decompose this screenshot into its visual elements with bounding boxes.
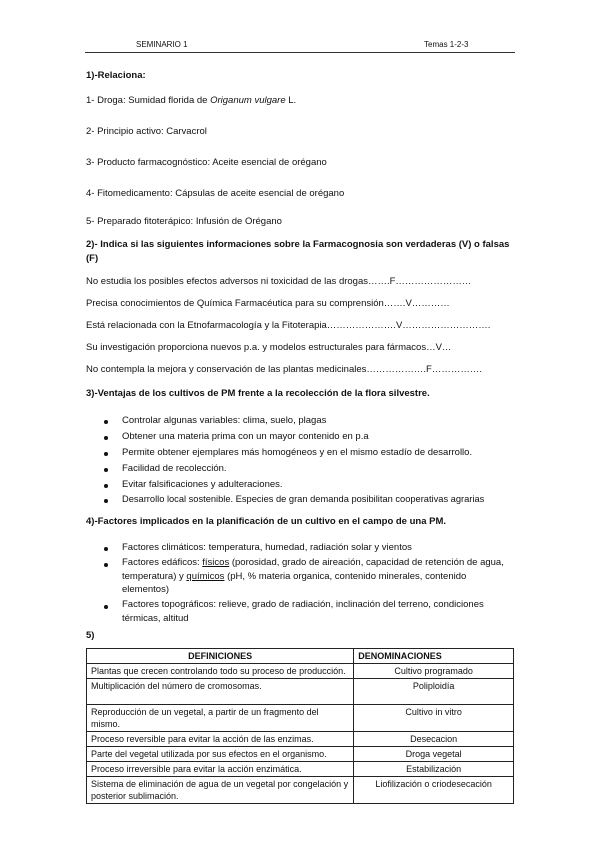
table-row <box>87 777 514 804</box>
denomination-cell: Liofilización o criodesecación <box>354 777 514 804</box>
table-row <box>87 664 514 679</box>
header-right: Temas 1-2-3 <box>424 40 469 49</box>
definitions-table <box>86 648 514 804</box>
s1-item-5: 5- Preparado fitoterápico: Infusión de Orégano <box>86 216 282 227</box>
table-header-row <box>87 649 514 664</box>
s3-item-6: Desarrollo local sostenible. Especies de gran demanda posibilitan cooperativas agrarias <box>122 494 485 504</box>
denomination-cell: Cultivo in vitro <box>354 705 514 732</box>
s1-item-1-species: Origanum vulgare <box>210 95 286 106</box>
s4-item-2-fisicos: físicos <box>202 557 230 568</box>
s1-title: 1)-Relaciona: <box>86 70 146 81</box>
s3-item-2: Obtener una materia prima con un mayor contenido en p.a <box>122 431 369 442</box>
s3-item-1: Controlar algunas variables: clima, suelo, plagas <box>122 415 327 426</box>
denomination-cell: Desecacion <box>354 732 514 747</box>
table-row <box>87 679 514 705</box>
definition-cell: Plantas que crecen controlando todo su proceso de producción. <box>87 664 354 679</box>
s1-item-1 <box>86 95 296 106</box>
bullet-icon <box>104 499 108 503</box>
definition-cell: Proceso irreversible para evitar la acción enzimática. <box>87 762 354 777</box>
denomination-cell: Estabilización <box>354 762 514 777</box>
s1-item-1-pre: 1- Droga: Sumidad florida de <box>86 95 211 106</box>
bullet-icon <box>104 605 108 609</box>
s4-title: 4)-Factores implicados en la planificación de un cultivo en el campo de una PM. <box>86 516 447 527</box>
definition-cell: Reproducción de un vegetal, a partir de un fragmento del mismo. <box>87 705 354 732</box>
s2-line-5: No contempla la mejora y conservación de las plantas medicinales……………….F……………. <box>86 364 482 375</box>
s1-item-3: 3- Producto farmacognóstico: Aceite esencial de orégano <box>86 157 327 168</box>
s5-title: 5) <box>86 630 95 641</box>
header-left: SEMINARIO 1 <box>136 40 188 49</box>
bullet-icon <box>104 563 108 567</box>
bullet-icon <box>104 420 108 424</box>
s2-line-1: No estudia los posibles efectos adversos ni toxicidad de las drogas…….F…………………… <box>86 276 472 287</box>
bullet-icon <box>104 547 108 551</box>
definition-cell: Proceso reversible para evitar la acción de las enzimas. <box>87 732 354 747</box>
table-row <box>87 705 514 732</box>
table-row <box>87 762 514 777</box>
definition-cell: Parte del vegetal utilizada por sus efectos en el organismo. <box>87 747 354 762</box>
denomination-cell: Poliploidía <box>354 679 514 705</box>
s2-line-3: Está relacionada con la Etnofarmacología y la Fitoterapia………………….V………………………. <box>86 320 491 331</box>
s4-item-3: Factores topográficos: relieve, grado de radiación, inclinación del terreno, condiciones térmicas, altitud <box>122 599 484 624</box>
s3-item-4: Facilidad de recolección. <box>122 463 227 474</box>
definition-cell: Sistema de eliminación de agua de un vegetal por congelación y posterior sublimación. <box>87 777 354 804</box>
s4-item-2 <box>122 556 514 597</box>
col-header-denominaciones: DENOMINACIONES <box>354 649 514 664</box>
s1-item-2: 2- Principio activo: Carvacrol <box>86 126 207 137</box>
s2-line-2: Precisa conocimientos de Química Farmacéutica para su comprensión…….V………… <box>86 298 450 309</box>
s4-item-2-c: (pH, % materia organica, contenido minerales, contenido elementos) <box>122 570 467 595</box>
denomination-cell: Droga vegetal <box>354 747 514 762</box>
table-row <box>87 732 514 747</box>
s4-item-2-b: (porosidad, grado de aireación, capacidad de retención de agua, temperatura) y <box>122 557 504 582</box>
s2-title: 2)- Indica si las siguientes informaciones sobre la Farmacognosia son verdaderas (V) o falsas (F) <box>86 239 510 264</box>
s1-item-4: 4- Fitomedicamento: Cápsulas de aceite esencial de orégano <box>86 188 345 199</box>
s4-item-1: Factores climáticos: temperatura, humedad, radiación solar y vientos <box>122 542 412 553</box>
s2-line-4: Su investigación proporciona nuevos p.a. y modelos estructurales para fármacos…V… <box>86 342 452 353</box>
definition-cell: Multiplicación del número de cromosomas. <box>87 679 354 705</box>
s4-item-2-a: Factores edáficos: <box>122 557 203 568</box>
s3-item-5: Evitar falsificaciones y adulteraciones. <box>122 479 283 490</box>
bullet-icon <box>104 436 108 440</box>
col-header-definiciones: DEFINICIONES <box>87 649 354 664</box>
bullet-icon <box>104 452 108 456</box>
s1-item-1-post: L. <box>285 95 297 106</box>
table-row <box>87 747 514 762</box>
s3-title: 3)-Ventajas de los cultivos de PM frente a la recolección de la flora silvestre. <box>86 388 430 399</box>
s4-item-2-quimicos: químicos <box>186 570 225 582</box>
bullet-icon <box>104 468 108 472</box>
bullet-icon <box>104 484 108 488</box>
s3-item-3: Permite obtener ejemplares más homogéneos y en el mismo estadío de desarrollo. <box>122 447 473 458</box>
header-rule <box>85 52 515 53</box>
denomination-cell: Cultivo programado <box>354 664 514 679</box>
